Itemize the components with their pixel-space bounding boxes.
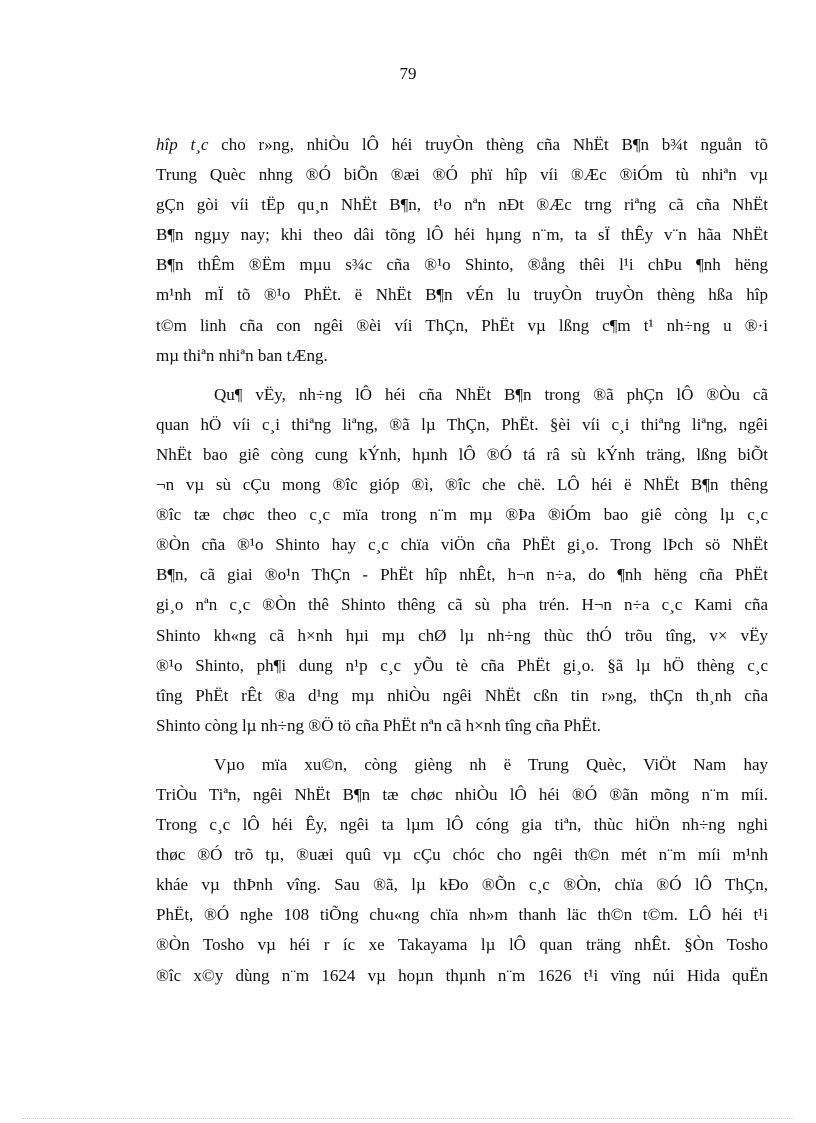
paragraph-line: ®îc x©y dùng n¨m 1624 vµ hoµn thµnh n¨m 1626 t¹i vïng núi Hida quËn bbox=[156, 965, 768, 985]
paragraph-2 bbox=[156, 380, 768, 741]
paragraph-line: mµ thiªn nhiªn ban tÆng. bbox=[156, 345, 328, 365]
paragraph-line: quan hÖ víi c¸i thiªng liªng, ®ã lµ ThÇn, PhËt. §èi víi c¸i thiªng liªng, ngêi bbox=[156, 414, 768, 434]
line-text: cho r»ng, nhiÒu lÔ héi truyÒn thèng cña NhËt B¶n b¾t nguån tõ bbox=[208, 135, 768, 154]
paragraph-line: B¶n, cã giai ®o¹n ThÇn - PhËt hîp nhÊt, h¬n n÷a, do ¶nh hëng cña PhËt bbox=[156, 565, 768, 585]
paragraph-line: thøc ®Ó trõ tµ, ®uæi quû vµ cÇu chóc cho ngêi th©n mét n¨m míi m¹nh bbox=[156, 845, 768, 865]
paragraph-line: ®Òn cña ®¹o Shinto hay c¸c chïa viÖn cña PhËt gi¸o. Trong lÞch sö NhËt bbox=[156, 535, 768, 555]
paragraph-line: Qu¶ vËy, nh÷ng lÔ héi cña NhËt B¶n trong ®ã phÇn lÔ ®Òu cã bbox=[214, 384, 768, 404]
paragraph-line: t©m linh cña con ngêi ®èi víi ThÇn, PhËt vµ lßng c¶m t¹ nh÷ng u ®·i bbox=[156, 315, 768, 335]
paragraph-line: NhËt bao giê còng cung kÝnh, hµnh lÔ ®Ó tá râ sù kÝnh träng, lßng biÕt bbox=[156, 444, 768, 464]
page-bottom-rule bbox=[22, 1118, 794, 1119]
paragraph-1 bbox=[156, 130, 768, 371]
paragraph-line: Trong c¸c lÔ héi Êy, ngêi ta lµm lÔ cóng gia tiªn, thùc hiÖn nh÷ng nghi bbox=[156, 815, 768, 835]
paragraph-line: m¹nh mÏ tõ ®¹o PhËt. ë NhËt B¶n vÉn lu truyÒn truyÒn thèng hßa hîp bbox=[156, 285, 768, 305]
paragraph-line bbox=[156, 130, 768, 160]
paragraph-line: ®Òn Tosho vµ héi r íc xe Takayama lµ lÔ quan träng nhÊt. §Òn Tosho bbox=[156, 935, 768, 955]
paragraph-line: Vµo mïa xu©n, còng gièng nh ë Trung Quèc, ViÖt Nam hay bbox=[214, 754, 768, 774]
paragraph-line: tîng PhËt rÊt ®a d¹ng mµ nhiÒu ngêi NhËt cßn tin r»ng, thÇn th¸nh cña bbox=[156, 685, 768, 705]
paragraph-line: gi¸o nªn c¸c ®Òn thê Shinto thêng cã sù pha trén. H¬n n÷a c¸c Kami cña bbox=[156, 595, 768, 615]
italic-lead: hîp t¸c bbox=[156, 135, 209, 154]
paragraph-line: kháe vµ thÞnh vîng. Sau ®ã, lµ kÐo ®Õn c¸c ®Òn, chïa ®Ó lÔ ThÇn, bbox=[156, 875, 768, 895]
body-text bbox=[156, 130, 768, 991]
paragraph-line: ®îc tæ chøc theo c¸c mïa trong n¨m mµ ®Þa ®iÓm bao giê còng lµ c¸c bbox=[156, 505, 768, 525]
paragraph-line: ¬n vµ sù cÇu mong ®îc gióp ®ì, ®îc che chë. LÔ héi ë NhËt B¶n thêng bbox=[156, 475, 768, 495]
page-number: 79 bbox=[399, 64, 417, 83]
paragraph-line: B¶n thÊm ®Ëm mµu s¾c cña ®¹o Shinto, ®ång thêi l¹i chÞu ¶nh hëng bbox=[156, 255, 768, 275]
paragraph-line: Shinto còng lµ nh÷ng ®Ö tö cña PhËt nªn cã h×nh tîng cña PhËt. bbox=[156, 715, 601, 735]
paragraph-3 bbox=[156, 750, 768, 991]
paragraph-line: B¶n ngµy nay; khi theo dâi tõng lÔ héi hµng n¨m, ta sÏ thÊy v¨n hãa NhËt bbox=[156, 225, 768, 245]
paragraph-line: PhËt, ®Ó nghe 108 tiÕng chu«ng chïa nh»m thanh läc th©n t©m. LÔ héi t¹i bbox=[156, 905, 768, 925]
paragraph-line: Trung Quèc nhng ®Ó biÕn ®æi ®Ó phï hîp víi ®Æc ®iÓm tù nhiªn vµ bbox=[156, 165, 768, 185]
paragraph-line: Shinto kh«ng cã h×nh hµi mµ chØ lµ nh÷ng thùc thÓ trõu tîng, v× vËy bbox=[156, 625, 768, 645]
paragraph-line: gÇn gòi víi tËp qu¸n NhËt B¶n, t¹o nªn nÐt ®Æc trng riªng cã cña NhËt bbox=[156, 195, 768, 215]
paragraph-line: TriÒu Tiªn, ngêi NhËt B¶n tæ chøc nhiÒu lÔ héi ®Ó ®ãn mõng n¨m míi. bbox=[156, 784, 768, 804]
paragraph-line: ®¹o Shinto, ph¶i dung n¹p c¸c yÕu tè cña PhËt gi¸o. §ã lµ hÖ thèng c¸c bbox=[156, 655, 768, 675]
